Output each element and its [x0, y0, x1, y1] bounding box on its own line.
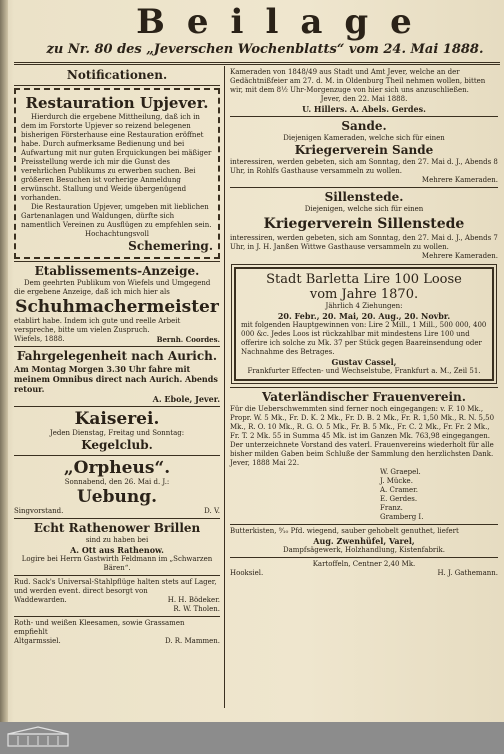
frauenverein-name: J. Mücke. — [380, 477, 413, 485]
etablissements-body: etablirt habe. Indem ich gute und reelle Arbeit verspreche, bitte um vielen Zuspruch. — [14, 317, 181, 334]
klee-signature: D. R. Mammen. — [164, 637, 220, 645]
fahrgelegenheit-body: Am Montag Morgen 3.30 Uhr fahre mit meinem Omnibus direct nach Aurich. Abends retour. — [14, 364, 218, 394]
sande-body-1: Diejenigen Kameraden, welche sich für einen — [283, 134, 445, 142]
divider — [230, 116, 498, 117]
header-rule-2 — [14, 64, 500, 65]
kartoffeln-signature: H. J. Gathemann. — [437, 569, 498, 577]
right-column — [230, 68, 498, 578]
lottery-title-2: vom Jahre 1870. — [309, 287, 419, 302]
sillenstede-title: Sillenstede. — [324, 190, 404, 204]
orpheus-sign-row — [14, 507, 220, 516]
restauration-greeting: Hochachtungsvoll — [85, 230, 149, 238]
restauration-title: Restauration Upjever. — [25, 94, 209, 112]
frauenverein-title: Vaterländischer Frauenverein. — [262, 390, 466, 404]
sillenstede-body-1: Diejenigen, welche sich für einen — [304, 205, 424, 213]
frauenverein-name: E. Gerdes. — [380, 495, 418, 503]
lottery-signature-2: Frankfurter Effecten- und Wechselstube, Frankfurt a. M., Zeil 51. — [247, 367, 481, 375]
brillen-sub: sind zu haben bei — [85, 536, 149, 544]
restauration-body-2: Die Restauration Upjever, umgeben mit lieblichen Gartenanlagen und Waldungen, dürfte sich namentlich Vereinen zu Ausflügen zu empfehlen sein. — [21, 203, 212, 229]
sack-sign-row — [14, 596, 220, 605]
divider — [230, 187, 498, 188]
divider — [14, 455, 220, 456]
frauenverein-body: Für die Ueberschwemmten sind ferner noch eingegangen: v. F. 10 Mk., Propr. W. 5 Mk., Fr. D. K. 2 Mk., Fr. D. B. 2 Mk., Fr. R. 1,50 Mk., R. N. 5,50 Mk., R. O. 10 Mk., R. G. O. 5 Mk., Fr. B. 5 Mk., Fr. C. 2 Mk., Fr. Fr. 2 Mk., Fr. T. 2 Mk. 55 in Summa 45 Mk. ist im Ganzen Mk. 763,98 eingegangen. Der unterzeichnete Vorstand des vaterl. Frauenvereins wiederholt für alle bisher milden Gaben beim Schluße der Sammlung den herzlichsten Dank. — [230, 405, 495, 458]
etablissements-signature: Bernh. Coordes. — [156, 335, 220, 344]
divider — [14, 518, 220, 519]
klee-sign-row — [14, 637, 220, 646]
sande-body-2: interessiren, werden gebeten, sich am Sonntag, den 27. Mai d. J., Abends 8 Uhr, in Rohlfs Gasthause versammeln zu wollen. — [230, 158, 498, 175]
kartoffeln-place: Hooksiel. — [230, 569, 264, 577]
left-column — [14, 68, 220, 646]
kameraden-signature: U. Hillers. A. Abels. Gerdes. — [302, 104, 426, 114]
orpheus-signature-2: D. V. — [204, 507, 220, 515]
lottery-signature: Gustav Cassel, — [331, 357, 397, 367]
kaiserei-title: Kaiserei. — [74, 409, 160, 429]
divider — [14, 346, 220, 347]
lottery-ad — [234, 267, 494, 381]
kameraden-date: Jever, den 22. Mai 1888. — [320, 95, 408, 103]
sack-signature: H. H. Bödeker. — [167, 596, 220, 604]
fahrgelegenheit-signature: A. Ebole, Jever. — [152, 394, 220, 404]
brillen-signature: A. Ott aus Rathenow. — [70, 545, 164, 555]
divider — [230, 557, 498, 558]
sack-signature-2: R. W. Tholen. — [173, 605, 220, 613]
sack-place: Waddewarden. — [14, 596, 67, 604]
kegelclub-label: Kegelclub. — [81, 438, 153, 452]
sack-body: Rud. Sack's Universal-Stahlpflüge halten stets auf Lager, und werden event. direct besorgt von — [14, 578, 217, 595]
lottery-title: Stadt Barletta Lire 100 Loose — [266, 272, 462, 287]
sande-title: Sande. — [341, 119, 387, 133]
brillen-body: Logire bei Herrn Gastwirth Feldmann im „Schwarzen Bären“. — [21, 555, 213, 572]
restauration-signature: Schemering. — [128, 239, 213, 253]
orpheus-title: „Orpheus“. — [63, 458, 171, 478]
frauenverein-name: W. Graepel. — [380, 468, 421, 476]
etablissements-sign-row — [14, 335, 220, 344]
etablissements-trade: Schuhmachermeister — [15, 297, 219, 317]
divider — [14, 406, 220, 407]
restauration-body: Hierdurch die ergebene Mittheilung, daß ich in dem im Forstorte Upjever so reizend belegenen bisherigen Försterhause eine Restauration eröffnet habe. Durch aufmerksame Bedienung und bei Aufwartung mit nur guten Erquickungen bei mäßiger Preisstellung werde ich mir die Gunst des verehrlichen Publikums zu erwerben suchen. Bei größeren Besuchen ist vorherige Anmeldung erwünscht. Stallung und Weide übergenügend vorhanden. — [21, 113, 212, 202]
lottery-body: mit folgenden Hauptgewinnen von: Lire 2 Mill., 1 Mill., 500 000, 400 000 &c. Jedes Loos ist rückzahlbar mit mindestens Lire 100 und offerire ich solche zu Mk. 37 per Stück gegen Baareinsendung oder Nachnahme des Betrages. — [241, 321, 487, 356]
page-subtitle: zu Nr. 80 des „Jeverschen Wochenblatts“ vom 24. Mai 1888. — [46, 42, 484, 57]
etablissements-place: Wiefels, 1888. — [14, 335, 65, 343]
frauenverein-name: A. Cramer. — [380, 486, 418, 494]
divider — [14, 85, 220, 86]
divider — [230, 524, 498, 525]
header — [10, 2, 500, 58]
viewer-bottom-bar — [0, 722, 504, 754]
frauenverein-date: Jever, 1888 Mai 22. — [230, 459, 300, 467]
butterkisten-signature-2: Dampfsägewerk, Holzhandlung, Kistenfabrik. — [283, 546, 445, 554]
sillenstede-verein: Kriegerverein Sillenstede — [263, 216, 465, 232]
kaiserei-body: Jeden Dienstag, Freitag und Sonntag: — [49, 429, 185, 437]
notificationen-heading: Notificationen. — [66, 68, 168, 82]
divider — [14, 616, 220, 617]
klee-place: Altgarmssiel. — [14, 637, 61, 645]
frauenverein-name: Gramberg I. — [380, 513, 424, 521]
sillenstede-signature: Mehrere Kameraden. — [421, 252, 498, 260]
page-edge — [0, 0, 8, 754]
kartoffeln-sign-row — [230, 569, 498, 578]
column-divider — [224, 66, 225, 708]
brillen-title: Echt Rathenower Brillen — [33, 521, 201, 535]
header-rule — [14, 62, 500, 63]
divider — [14, 575, 220, 576]
page-title: Beilage — [136, 2, 434, 42]
sillenstede-body-2: interessiren, werden gebeten, sich am Sonntag, den 27. Mai d. J., Abends 7 Uhr, in J. H. Janßen Wittwe Gasthause versammeln zu wollen. — [230, 234, 498, 251]
library-logo-icon — [6, 726, 70, 748]
kameraden-body: Kameraden von 1848/49 aus Stadt und Amt Jever, welche an der Gedächtnißfeier am 27. d. M. in Oldenburg Theil nehmen wollen, bitten wir, mit dem 8½ Uhr-Morgenzuge von hier sich uns anzuschließen. — [230, 68, 486, 94]
fahrgelegenheit-title: Fahrgelegenheit nach Aurich. — [16, 349, 218, 363]
lottery-sub: Jährlich 4 Ziehungen: — [325, 302, 403, 310]
sande-verein: Kriegerverein Sande — [294, 143, 434, 157]
divider — [230, 387, 498, 388]
kartoffeln-body: Kartoffeln, Centner 2,40 Mk. — [312, 560, 416, 568]
divider — [14, 261, 220, 262]
lottery-dates: 20. Febr., 20. Mai, 20. Aug., 20. Novbr. — [277, 311, 451, 321]
restauration-ad — [14, 88, 220, 259]
uebung-label: Uebung. — [76, 487, 158, 507]
etablissements-title: Etablissements-Anzeige. — [34, 264, 200, 278]
klee-body: Roth- und weißen Kleesamen, sowie Grassamen empfiehlt — [14, 619, 185, 636]
orpheus-signature: Singvorstand. — [14, 507, 64, 515]
etablissements-intro: Dem geehrten Publikum von Wiefels und Umgegend die ergebene Anzeige, daß ich mich hier als — [14, 279, 211, 296]
frauenverein-names — [230, 468, 498, 522]
orpheus-date: Sonnabend, den 26. Mai d. J.: — [64, 478, 170, 486]
frauenverein-name: Franz. — [380, 504, 403, 512]
butterkisten-body: Butterkisten, ⁹⁄₁₀ Pfd. wiegend, sauber gehobelt genuthet, liefert — [230, 527, 459, 535]
sande-signature: Mehrere Kameraden. — [421, 176, 498, 184]
butterkisten-signature: Aug. Zwenhüfel, Varel, — [313, 536, 415, 546]
